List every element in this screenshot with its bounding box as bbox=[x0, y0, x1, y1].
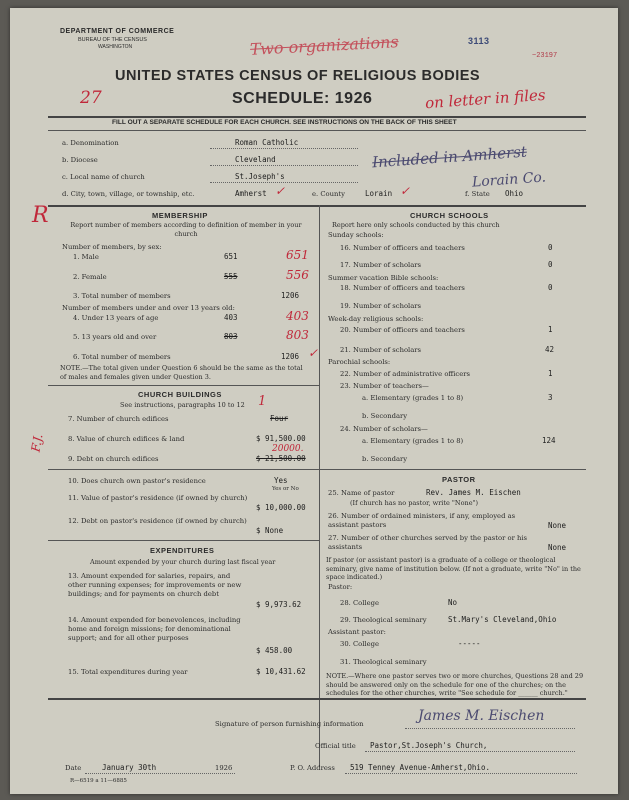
school-row-23b-label: b. Secondary bbox=[362, 412, 408, 420]
checkmark-icon: ✓ bbox=[400, 184, 411, 198]
school-row-24a-label: a. Elementary (grades 1 to 8) bbox=[362, 437, 464, 445]
pastor-sublabel: Pastor: bbox=[328, 583, 353, 591]
total-expenditures-label: 15. Total expenditures during year bbox=[68, 668, 188, 676]
edifice-value-label: 8. Value of church edifices & land bbox=[68, 435, 185, 443]
handwritten-r-mark: R bbox=[32, 203, 49, 228]
handwritten-page-number: 27 bbox=[80, 88, 102, 108]
total-members-2-value: 1206 bbox=[281, 352, 300, 361]
handwritten-top-note: Two organizations bbox=[249, 32, 400, 59]
school-row-17-label: 17. Number of scholars bbox=[340, 261, 422, 269]
assistant-college-value: ----- bbox=[458, 639, 481, 648]
assistant-pastor-sublabel: Assistant pastor: bbox=[328, 628, 386, 636]
city-label: WASHINGTON bbox=[98, 44, 133, 50]
school-row-17-value: 0 bbox=[548, 260, 553, 269]
school-row-24b-label: b. Secondary bbox=[362, 455, 408, 463]
vacation-schools-label: Summer vacation Bible schools: bbox=[328, 274, 439, 282]
school-row-23a-value: 3 bbox=[548, 393, 553, 402]
total-expenditures-value: $ 10,431.62 bbox=[256, 667, 306, 676]
seminary-instructions: If pastor (or assistant pastor) is a graduate of a college or theological seminary, give name of institution below. (If not a graduate, write "No" in the space indicated.) bbox=[326, 556, 581, 581]
school-row-21-value: 42 bbox=[545, 345, 555, 354]
assistant-college-label: 30. College bbox=[340, 640, 380, 648]
school-row-24-label: 24. Number of scholars— bbox=[340, 425, 428, 433]
pastor-seminary-label: 29. Theological seminary bbox=[340, 616, 427, 624]
owns-residence-label: 10. Does church own pastor's residence bbox=[68, 477, 206, 485]
membership-subheading: Report number of members according to definition of member in your church bbox=[70, 221, 302, 238]
running-expenses-value: $ 9,973.62 bbox=[256, 600, 302, 609]
over-13-hand-value: 803 bbox=[286, 328, 309, 342]
date-label: Date bbox=[65, 764, 82, 772]
edifice-value-amount: $ 91,500.00 bbox=[256, 434, 306, 443]
schedule-title: SCHEDULE: 1926 bbox=[232, 90, 373, 107]
total-members-2-label: 6. Total number of members bbox=[73, 353, 171, 361]
running-expenses-label: 13. Amount expended for salaries, repairs, and other running expenses; for improvements or new buildings; and for payments on church debt bbox=[68, 572, 242, 598]
pastor-name-value: Rev. James M. Eischen bbox=[426, 488, 521, 497]
census-schedule-page bbox=[10, 8, 618, 794]
document-title: UNITED STATES CENSUS OF RELIGIOUS BODIES bbox=[115, 68, 481, 84]
checkmark-icon: ✓ bbox=[275, 184, 286, 198]
parochial-schools-label: Parochial schools: bbox=[328, 358, 391, 366]
official-title-label: Official title bbox=[315, 742, 356, 750]
residence-value-amount: $ 10,000.00 bbox=[256, 503, 306, 512]
edifices-value: Four bbox=[270, 414, 289, 423]
membership-heading: MEMBERSHIP bbox=[152, 211, 208, 220]
male-label: 1. Male bbox=[73, 253, 99, 261]
buildings-heading: CHURCH BUILDINGS bbox=[138, 390, 222, 399]
school-row-21-label: 21. Number of scholars bbox=[340, 346, 422, 354]
assistant-pastors-label: 26. Number of ordained ministers, if any, employed as assistant pastors bbox=[328, 512, 516, 529]
membership-note: NOTE.—The total given under Question 6 should be the same as the total of males and females given under Question 3. bbox=[60, 364, 303, 381]
edifice-debt-value: $ 21,500.00 bbox=[256, 454, 306, 463]
schools-heading: CHURCH SCHOOLS bbox=[410, 211, 489, 220]
school-row-22-label: 22. Number of administrative officers bbox=[340, 370, 470, 378]
weekday-schools-label: Week-day religious schools: bbox=[328, 315, 424, 323]
county-label: e. County bbox=[312, 190, 345, 198]
edifices-label: 7. Number of church edifices bbox=[68, 415, 169, 423]
school-row-18-label: 18. Number of officers and teachers bbox=[340, 284, 465, 292]
pastor-college-value: No bbox=[448, 598, 458, 607]
other-churches-label: 27. Number of other churches served by the pastor or his assistants bbox=[328, 534, 528, 551]
date-year: 1926 bbox=[215, 764, 233, 772]
assistant-seminary-label: 31. Theological seminary bbox=[340, 658, 427, 666]
school-row-23-label: 23. Number of teachers— bbox=[340, 382, 429, 390]
signature: James M. Eischen bbox=[418, 708, 545, 724]
signature-label: Signature of person furnishing information bbox=[215, 720, 364, 728]
expenditures-heading: EXPENDITURES bbox=[150, 546, 215, 555]
other-churches-value: None bbox=[548, 543, 567, 552]
female-value: 555 bbox=[224, 272, 238, 281]
buildings-hand-mark: 1 bbox=[258, 394, 267, 409]
pastor-note: NOTE.—Where one pastor serves two or more churches, Questions 28 and 29 should be answered only on the schedule for one of the churches; on the schedules for the other churches, write "See schedule for ______ church." bbox=[326, 672, 584, 697]
male-hand-value: 651 bbox=[286, 248, 309, 262]
assistant-pastors-value: None bbox=[548, 521, 567, 530]
residence-value-label: 11. Value of pastor's residence (if owned by church) bbox=[68, 494, 248, 502]
yes-no-caption: Yes or No bbox=[272, 486, 299, 492]
pastor-name-label: 25. Name of pastor bbox=[328, 489, 395, 497]
school-row-18-value: 0 bbox=[548, 283, 553, 292]
owns-residence-value: Yes bbox=[274, 476, 288, 485]
over-13-label: 5. 13 years old and over bbox=[73, 333, 157, 341]
pastor-name-note: (If church has no pastor, write "None") bbox=[350, 499, 479, 507]
diocese-value: Cleveland bbox=[235, 155, 276, 164]
sunday-schools-label: Sunday schools: bbox=[328, 231, 384, 239]
bureau-label: BUREAU OF THE CENSUS bbox=[78, 37, 147, 43]
total-members-label: 3. Total number of members bbox=[73, 292, 171, 300]
handwritten-file-note: on letter in files bbox=[424, 85, 547, 113]
benevolences-label: 14. Amount expended for benevolences, including home and foreign missions; for denominational support; and for all other purposes bbox=[68, 616, 241, 642]
handwritten-side-mark: F.J. bbox=[28, 432, 46, 454]
school-row-20-label: 20. Number of officers and teachers bbox=[340, 326, 465, 334]
female-label: 2. Female bbox=[73, 273, 107, 281]
denomination-value: Roman Catholic bbox=[235, 138, 299, 147]
benevolences-value: $ 458.00 bbox=[256, 646, 293, 655]
department-label: DEPARTMENT OF COMMERCE bbox=[60, 28, 175, 35]
members-by-sex-label: Number of members, by sex: bbox=[62, 243, 162, 251]
under-13-value: 403 bbox=[224, 313, 238, 322]
form-code: R—6519 a 11—6885 bbox=[70, 778, 127, 784]
school-row-24a-value: 124 bbox=[542, 436, 556, 445]
under-13-hand-value: 403 bbox=[286, 309, 309, 323]
local-name-label: c. Local name of church bbox=[62, 173, 145, 181]
handwritten-county-note: Lorain Co. bbox=[471, 169, 547, 191]
school-row-20-value: 1 bbox=[548, 325, 553, 334]
checkmark-icon: ✓ bbox=[308, 346, 319, 360]
residence-debt-value: $ None bbox=[256, 526, 284, 535]
total-members-value: 1206 bbox=[281, 291, 300, 300]
city-value: Amherst bbox=[235, 189, 267, 198]
local-name-value: St.Joseph's bbox=[235, 172, 285, 181]
school-row-23a-label: a. Elementary (grades 1 to 8) bbox=[362, 394, 464, 402]
male-value: 651 bbox=[224, 252, 238, 261]
pastor-heading: PASTOR bbox=[442, 475, 476, 484]
state-value: Ohio bbox=[505, 189, 524, 198]
form-number: 3113 bbox=[468, 36, 490, 46]
members-by-age-label: Number of members under and over 13 years old: bbox=[62, 304, 235, 312]
city-label-field: d. City, town, village, or township, etc. bbox=[62, 190, 195, 198]
female-hand-value: 556 bbox=[286, 268, 309, 282]
state-label: f. State bbox=[465, 190, 490, 198]
school-row-16-label: 16. Number of officers and teachers bbox=[340, 244, 465, 252]
residence-debt-label: 12. Debt on pastor's residence (if owned by church) bbox=[68, 517, 247, 525]
school-row-16-value: 0 bbox=[548, 243, 553, 252]
schools-subheading: Report here only schools conducted by this church bbox=[332, 221, 500, 229]
buildings-subheading: See instructions, paragraphs 10 to 12 bbox=[120, 401, 245, 409]
expenditures-subheading: Amount expended by your church during last fiscal year bbox=[90, 558, 276, 566]
school-row-19-label: 19. Number of scholars bbox=[340, 302, 422, 310]
diocese-label: b. Diocese bbox=[62, 156, 98, 164]
school-row-22-value: 1 bbox=[548, 369, 553, 378]
pastor-college-label: 28. College bbox=[340, 599, 380, 607]
debt-hand-correction: 20000. bbox=[272, 444, 304, 454]
po-address-value: 519 Tenney Avenue-Amherst,Ohio. bbox=[350, 763, 490, 772]
received-stamp: ~23197 bbox=[532, 52, 558, 60]
over-13-value: 803 bbox=[224, 332, 238, 341]
po-address-label: P. O. Address bbox=[290, 764, 335, 772]
handwritten-diocese-note: Included in Amherst bbox=[371, 142, 528, 172]
pastor-seminary-value: St.Mary's Cleveland,Ohio bbox=[448, 615, 557, 624]
denomination-label: a. Denomination bbox=[62, 139, 119, 147]
county-value: Lorain bbox=[365, 189, 393, 198]
under-13-label: 4. Under 13 years of age bbox=[73, 314, 159, 322]
official-title-value: Pastor,St.Joseph's Church, bbox=[370, 741, 488, 750]
instruction-line: FILL OUT A SEPARATE SCHEDULE FOR EACH CHURCH. SEE INSTRUCTIONS ON THE BACK OF THIS SHEET bbox=[112, 119, 457, 126]
edifice-debt-label: 9. Debt on church edifices bbox=[68, 455, 159, 463]
date-value: January 30th bbox=[102, 763, 157, 772]
